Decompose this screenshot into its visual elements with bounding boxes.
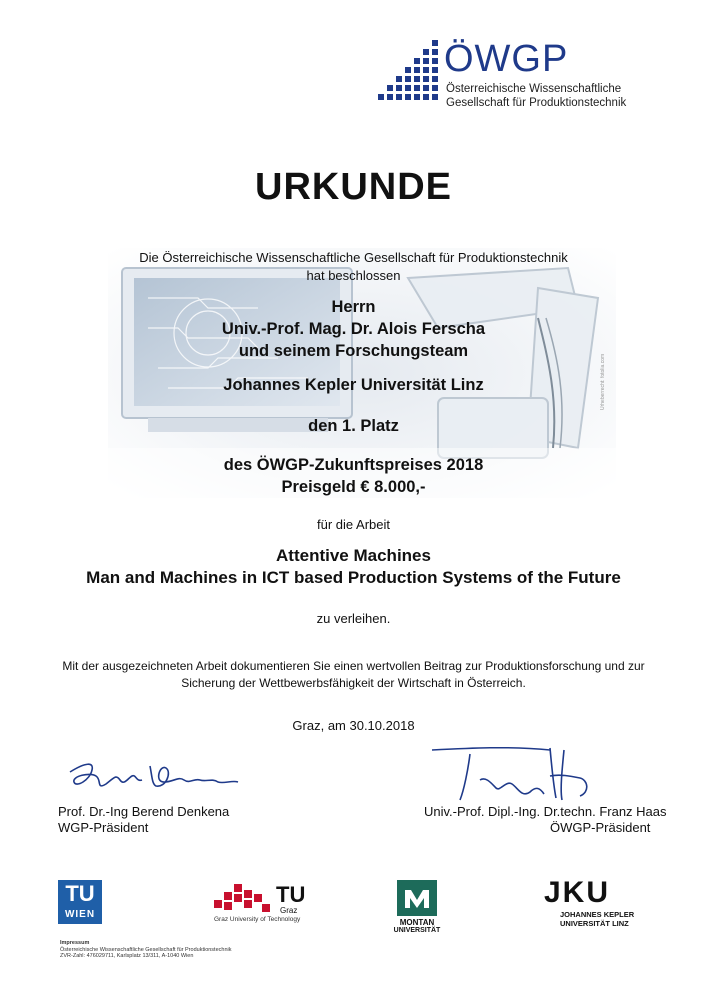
tu-wien-logo-mark: TU [65,881,95,906]
award-name: des ÖWGP-Zukunftspreises 2018 [223,456,484,474]
statement-line-2: Sicherung der Wettbewerbsfähigkeit der Wirtschaft in Österreich. [181,676,526,690]
place-date: Graz, am 30.10.2018 [292,718,415,733]
signature-left-name: Prof. Dr.-Ing Berend Denkena [58,804,230,819]
award-place: den 1. Platz [308,417,399,435]
montanuniversitaet-logo [392,880,442,938]
photo-credit: Urheberrecht: fotolia.com [600,353,606,410]
owgp-logo [378,36,678,112]
tu-graz-logo-mark: TU [276,882,306,907]
tu-wien-logo [58,880,102,924]
jku-logo [544,876,654,930]
owgp-bars-icon [378,36,442,106]
imprint-line-2: Österreichische Wissenschaftliche Gesellschaft für Produktionstechnik [60,946,232,953]
tu-graz-pixel-icon [214,884,272,914]
imprint-line-3: ZVR-Zahl: 476029711, Karlsplatz 13/311, A-1040 Wien [60,953,194,959]
institution: Johannes Kepler Universität Linz [223,376,484,394]
owgp-logo-subtitle-1: Österreichische Wissenschaftliche [446,83,622,95]
signature-right-image [430,740,600,810]
statement-line-1: Mit der ausgezeichneten Arbeit dokumentieren Sie einen wertvollen Beitrag zur Produktionsforschung und zur [62,659,645,673]
jku-logo-line-1: JOHANNES KEPLER [560,910,635,919]
page-title: URKUNDE [255,166,452,208]
owgp-logo-title: ÖWGP [444,38,569,80]
work-title-line-1: Attentive Machines [276,546,431,565]
signature-right-name: Univ.-Prof. Dipl.-Ing. Dr.techn. Franz Haas [424,804,667,819]
prize-money: Preisgeld € 8.000,- [281,478,426,496]
jku-logo-mark: JKU [544,876,611,909]
tu-graz-logo [214,884,314,926]
recipient-name: Univ.-Prof. Mag. Dr. Alois Ferscha [221,320,486,338]
recipient-salutation: Herrn [331,298,376,316]
work-intro: für die Arbeit [317,517,390,532]
tu-wien-logo-text: WIEN [64,909,96,920]
signature-right-role: ÖWGP-Präsident [550,820,651,835]
recipient-team: und seinem Forschungsteam [238,342,469,360]
signature-left-image [66,752,246,797]
tu-graz-tagline: Graz University of Technology [214,916,301,923]
award-verb: zu verleihen. [316,611,391,626]
intro-line-2: hat beschlossen [306,268,401,283]
signature-left-role: WGP-Präsident [58,820,149,835]
tu-graz-logo-sub: Graz [280,906,298,915]
montan-logo-line-1: MONTAN [399,918,435,927]
jku-logo-line-2: UNIVERSITÄT LINZ [560,919,629,928]
montan-emblem-icon [397,880,437,916]
montan-logo-line-2: UNIVERSITÄT [393,927,441,934]
intro-line-1: Die Österreichische Wissenschaftliche Gesellschaft für Produktionstechnik [139,250,568,265]
imprint [60,940,232,960]
work-title-line-2: Man and Machines in ICT based Production Systems of the Future [86,568,621,587]
owgp-logo-subtitle-2: Gesellschaft für Produktionstechnik [446,97,627,109]
imprint-heading: Impressum [60,940,90,946]
